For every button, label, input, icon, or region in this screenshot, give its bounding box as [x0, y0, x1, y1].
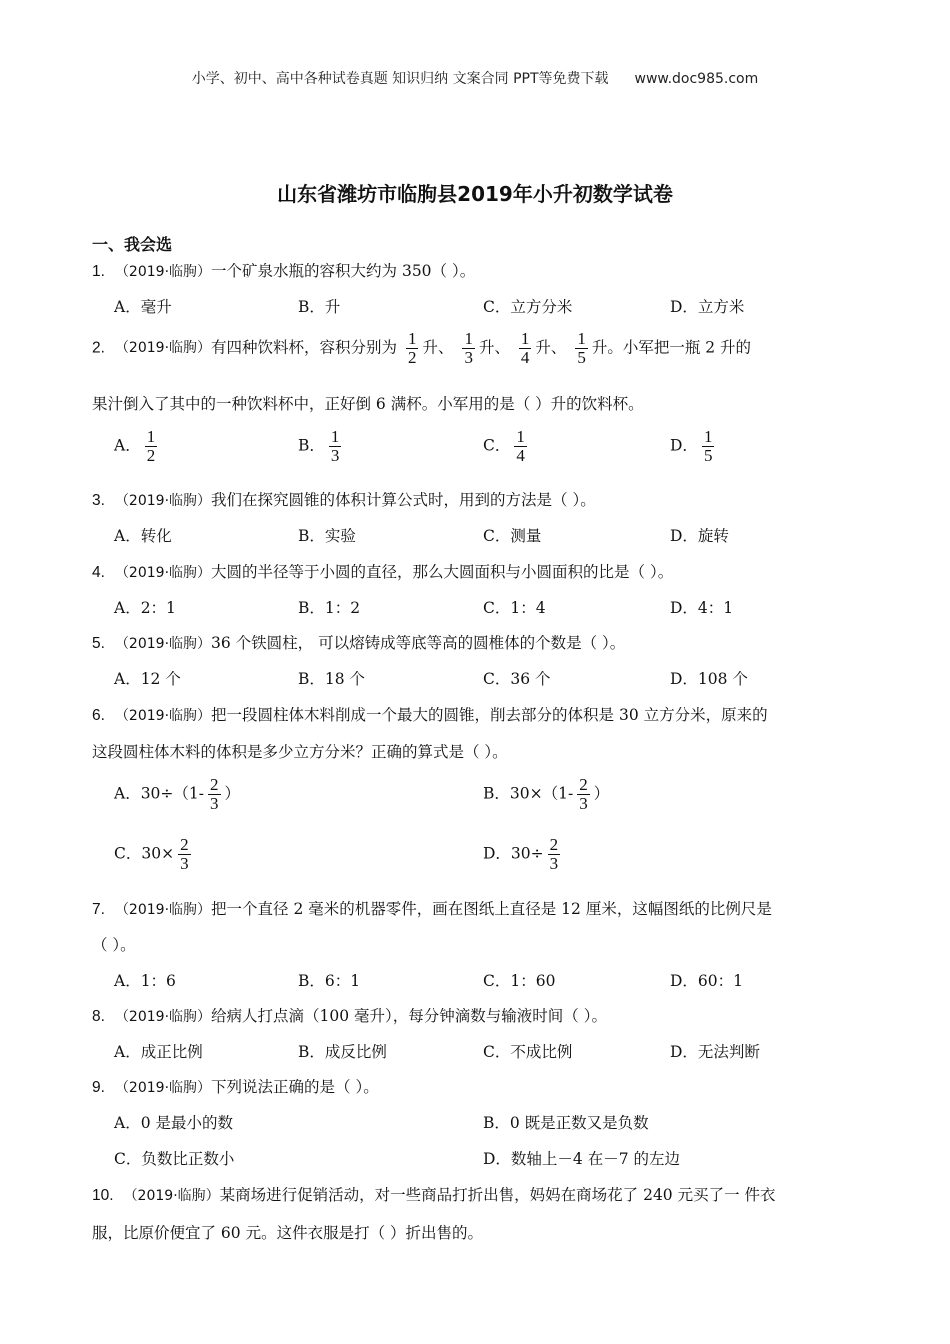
question-5: 5. （2019·临朐）36 个铁圆柱， 可以熔铸成等底等高的圆椎体的个数是（ ）。 — [92, 634, 626, 652]
q5-option-d: D．108 个 — [670, 670, 748, 688]
q9-option-c: C．负数比正数小 — [114, 1150, 235, 1168]
q2-option-d: D． $\frac{1}{5}$ — [670, 427, 713, 465]
question-4: 4. （2019·临朐）大圆的半径等于小圆的直径，那么大圆面积与小圆面积的比是（ ）。 — [92, 563, 674, 581]
q8-option-b: B．成反比例 — [298, 1043, 387, 1061]
fraction: $\frac{1}{4}$ — [520, 329, 530, 367]
question-6: 6. （2019·临朐）把一段圆柱体木料削成一个最大的圆锥，削去部分的体积是 30 立方分米，原来的 — [92, 706, 768, 724]
q1-option-b: B．升 — [298, 298, 341, 316]
fraction: $\frac{1}{3}$ — [464, 329, 473, 367]
q6-option-d: D．30÷ $\frac{2}{3}$ — [483, 835, 559, 873]
q8-option-c: C．不成比例 — [483, 1043, 573, 1061]
question-7: 7. （2019·临朐）把一个直径 2 毫米的机器零件，画在图纸上直径是 12 厘米，这幅图纸的比例尺是 — [92, 900, 772, 918]
page-header — [0, 68, 950, 88]
header-site[interactable]: www.doc985.com — [634, 71, 759, 87]
q3-option-c: C．测量 — [483, 527, 542, 545]
question-6-line2: 这段圆柱体木料的体积是多少立方分米？正确的算式是（ ）。 — [92, 743, 508, 761]
question-2: 2. （2019·临朐）有四种饮料杯，容积分别为 $\frac{1}{2}$ 升、 $\frac{1}{3}$ 升、 $\frac{1}{4}$ 升、 $\frac{1}{5}$ 升。小军把一瓶 2 升的 — [92, 329, 752, 367]
page-title: 山东省潍坊市临朐县2019年小升初数学试卷 — [277, 182, 673, 206]
q3-option-b: B．实验 — [298, 527, 356, 545]
q5-option-b: B．18 个 — [298, 670, 366, 688]
q4-option-a: A．2：1 — [114, 599, 176, 617]
section-heading: 一、我会选 — [92, 235, 173, 254]
q6-option-a: A．30÷（1- $\frac{2}{3}$ ） — [114, 775, 241, 813]
q9-option-d: D．数轴上－4 在－7 的左边 — [483, 1150, 681, 1168]
q4-option-d: D．4：1 — [670, 599, 734, 617]
q4-option-b: B．1：2 — [298, 599, 361, 617]
q2-option-c: C． $\frac{1}{4}$ — [483, 427, 525, 465]
q7-option-b: B．6：1 — [298, 972, 361, 990]
question-10: 10. （2019·临朐）某商场进行促销活动，对一些商品打折出售，妈妈在商场花了 240 元买了一 件衣 — [92, 1186, 776, 1204]
question-9: 9. （2019·临朐）下列说法正确的是（ ）。 — [92, 1078, 379, 1096]
question-7-line2: （ ）。 — [92, 936, 136, 954]
q6-option-b: B．30×（1- $\frac{2}{3}$ ） — [483, 775, 610, 813]
q8-option-a: A．成正比例 — [114, 1043, 203, 1061]
header-text: 小学、初中、高中各种试卷真题 知识归纳 文案合同 PPT等免费下载 — [191, 71, 609, 87]
q5-option-c: C．36 个 — [483, 670, 551, 688]
fraction: $\frac{1}{5}$ — [577, 329, 586, 367]
q4-option-c: C．1：4 — [483, 599, 546, 617]
q1-option-c: C．立方分米 — [483, 298, 573, 316]
q7-option-d: D．60：1 — [670, 972, 744, 990]
q8-option-d: D．无法判断 — [670, 1043, 760, 1061]
q1-option-d: D．立方米 — [670, 298, 745, 316]
question-3: 3. （2019·临朐）我们在探究圆锥的体积计算公式时，用到的方法是（ ）。 — [92, 491, 596, 509]
q2-option-b: B． $\frac{1}{3}$ — [298, 427, 340, 465]
question-8: 8. （2019·临朐）给病人打点滴（100 毫升），每分钟滴数与输液时间（ ）。 — [92, 1007, 607, 1025]
q2-option-a: A． $\frac{1}{2}$ — [114, 427, 156, 465]
q5-option-a: A．12 个 — [114, 670, 181, 688]
fraction: $\frac{1}{2}$ — [407, 329, 417, 367]
q9-option-b: B．0 既是正数又是负数 — [483, 1114, 649, 1132]
q9-option-a: A．0 是最小的数 — [114, 1114, 233, 1132]
q7-option-a: A．1：6 — [114, 972, 176, 990]
question-2-line2: 果汁倒入了其中的一种饮料杯中，正好倒 6 满杯。小军用的是（ ）升的饮料杯。 — [92, 395, 644, 413]
q1-option-a: A．毫升 — [114, 298, 172, 316]
question-10-line2: 服，比原价便宜了 60 元。这件衣服是打（ ）折出售的。 — [92, 1224, 484, 1242]
q3-option-a: A．转化 — [114, 527, 172, 545]
q6-option-c: C．30× $\frac{2}{3}$ — [114, 835, 189, 873]
q7-option-c: C．1：60 — [483, 972, 556, 990]
question-1: 1. （2019·临朐）一个矿泉水瓶的容积大约为 350（ ）。 — [92, 262, 476, 280]
q3-option-d: D．旋转 — [670, 527, 729, 545]
